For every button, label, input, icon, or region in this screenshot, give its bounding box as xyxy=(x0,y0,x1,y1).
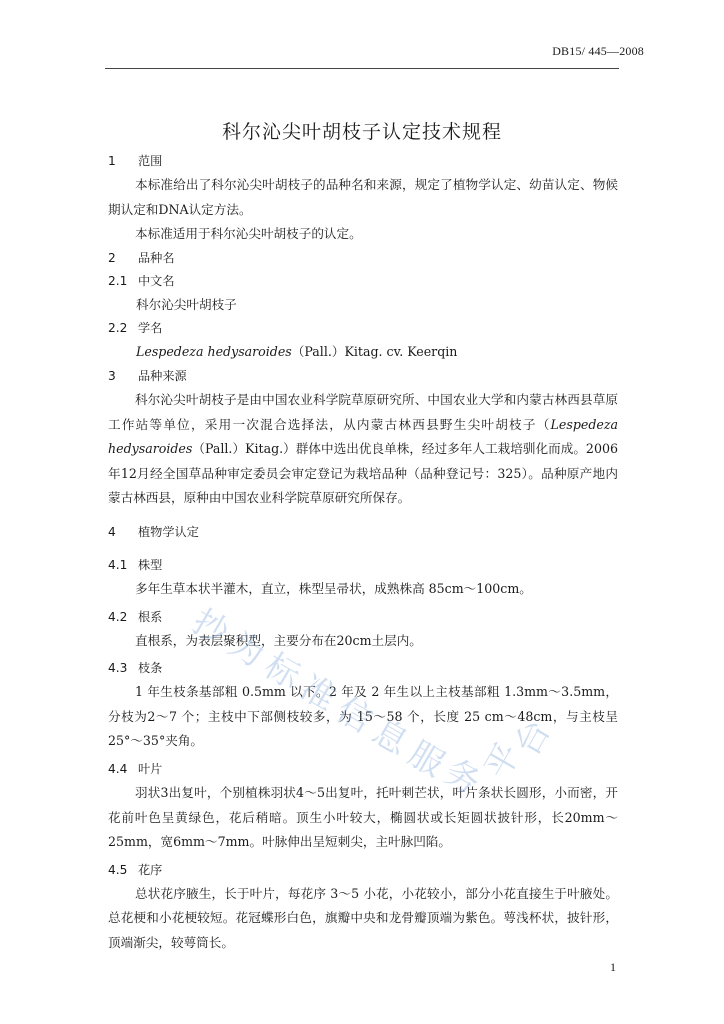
watermark-char: 台 xyxy=(507,713,559,763)
subsection-title: 叶片 xyxy=(138,761,163,776)
watermark-char: 平 xyxy=(477,736,529,786)
subsection-title: 根系 xyxy=(138,609,163,624)
watermark-char: 抄 xyxy=(185,601,235,654)
subsection-title: 株型 xyxy=(138,557,163,572)
watermark-char: 信 xyxy=(329,689,379,742)
subsection-number: 2.2 xyxy=(108,321,128,336)
section-title: 品种来源 xyxy=(138,368,187,383)
latin-authority: （Pall.）Kitag. cv. Keerqin xyxy=(291,344,458,360)
section-title: 植物学认定 xyxy=(138,524,199,539)
paragraph xyxy=(108,388,618,511)
paragraph: 总状花序腋生，长于叶片，每花序 3～5 小花，小花较小，部分小花直接生于叶腋处。总花梗和小花梗较短。花冠蝶形白色，旗瓣中央和龙骨瓣顶端为紫色。萼浅杯状，披针形，顶端渐尖，较萼筒长。 xyxy=(108,885,618,950)
subsection-4-2-heading xyxy=(108,606,618,629)
subsection-4-4-heading xyxy=(108,758,618,781)
section-2-heading xyxy=(108,247,618,270)
subsection-number: 4.5 xyxy=(108,862,128,877)
subsection-title: 中文名 xyxy=(138,273,175,288)
header-rule xyxy=(105,68,619,69)
subsection-4-5-heading xyxy=(108,859,618,882)
section-number: 1 xyxy=(108,154,116,168)
subsection-title: 花序 xyxy=(138,862,163,877)
subsection-2-2-heading xyxy=(108,317,618,340)
watermark-char: 息 xyxy=(365,711,415,764)
document-title: 科尔沁尖叶胡枝子认定技术规程 xyxy=(221,121,502,143)
section-3-heading xyxy=(108,365,618,388)
subsection-4-1-heading xyxy=(108,554,618,577)
section-number: 4 xyxy=(108,524,116,539)
section-number: 3 xyxy=(108,368,116,383)
paragraph: 多年生草本状半灌木，直立，株型呈帚状，成熟株高 85cm～100cm。 xyxy=(135,580,532,596)
paragraph: 直根系，为表层聚积型，主要分布在20cm土层内。 xyxy=(135,632,422,648)
latin-binomial: Lespedeza hedysaroides xyxy=(108,416,618,457)
subsection-2-1-heading xyxy=(108,270,618,293)
subsection-number: 4.3 xyxy=(108,661,128,676)
section-title: 品种名 xyxy=(138,250,175,265)
latin-binomial: Lespedeza hedysaroides xyxy=(136,344,292,360)
paragraph: 本标准适用于科尔沁尖叶胡枝子的认定。 xyxy=(135,226,362,242)
section-title: 范围 xyxy=(138,154,163,168)
document-body xyxy=(108,150,618,955)
subsection-4-3-heading xyxy=(108,657,618,680)
section-number: 2 xyxy=(108,250,116,265)
watermark-char: 务 xyxy=(437,751,487,804)
standard-number: DB15/ 445—2008 xyxy=(552,44,644,58)
section-4-heading xyxy=(108,521,618,544)
paragraph: 羽状3出复叶，个别植株羽状4～5出复叶，托叶刺芒状，叶片条状长圆形，小而密，开花前叶色呈黄绿色，花后稍暗。顶生小叶较大，椭圆状或长矩圆状披针形，长20mm～25mm，宽6mm～7mm。叶脉伸出呈短刺尖，主叶脉凹陷。 xyxy=(108,784,618,850)
paragraph: 本标准给出了科尔沁尖叶胡枝子的品种名和来源，规定了植物学认定、幼苗认定、物候期认定和DNA认定方法。 xyxy=(108,177,618,217)
watermark-char: 标 xyxy=(257,645,307,698)
watermark-char: 为 xyxy=(221,623,271,676)
subsection-number: 2.1 xyxy=(108,273,128,288)
subsection-title: 学名 xyxy=(138,321,163,336)
subsection-title: 枝条 xyxy=(138,661,163,676)
section-1-heading xyxy=(108,150,618,173)
watermark-char: 准 xyxy=(293,667,343,720)
paragraph: 1 年生枝条基部粗 0.5mm 以下。2 年及 2 年生以上主枝基部粗 1.3mm～3.5mm，分枝为2～7 个；主枝中下部侧枝较多，为 15～58 个，长度 25 cm～48cm，与主枝呈 25°～35°夹角。 xyxy=(108,684,618,749)
scientific-name-text xyxy=(108,340,618,365)
subsection-number: 4.4 xyxy=(108,761,128,776)
subsection-number: 4.2 xyxy=(108,609,128,624)
chinese-name-text: 科尔沁尖叶胡枝子 xyxy=(136,296,237,312)
subsection-number: 4.1 xyxy=(108,557,128,572)
watermark-char: 服 xyxy=(401,733,451,786)
text-run: （Pall.）Kitag.）群体中选出优良单株，经过多年人工栽培驯化而成。2006年12月经全国草品种审定委员会审定登记为栽培品种（品种登记号：325）。品种原产地内蒙古林西县，原种由中国农业科学院草原研究所保存。 xyxy=(108,441,618,506)
page-number: 1 xyxy=(610,960,616,974)
text-run: 科尔沁尖叶胡枝子是由中国农业科学院草原研究所、中国农业大学和内蒙古林西县草原工作站等单位，采用一次混合选择法，从内蒙古林西县野生尖叶胡枝子（ xyxy=(108,391,618,432)
